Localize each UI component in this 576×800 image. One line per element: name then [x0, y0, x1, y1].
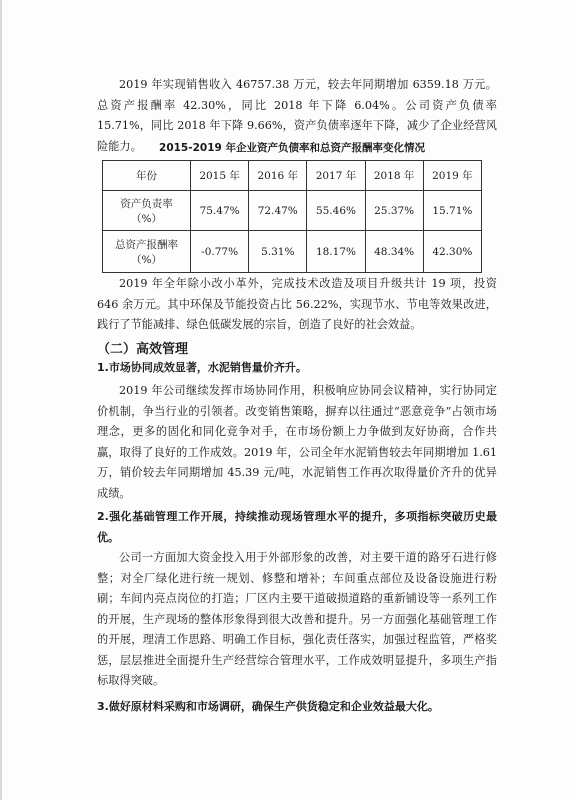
item3-title: 3.做好原材料采购和市场调研，确保生产供货稳定和企业效益最大化。 [97, 700, 439, 713]
row-label-line2: （%） [131, 212, 162, 225]
item1-body: 2019 年公司继续发挥市场协同作用，积极响应协同会议精神，实行协同定价机制，争当行业的引领者。改变销售策略，摒弃以往通过“恶意竞争”占领市场理念，更多的固化和同化竞争对手，在市场份额上力争做到友好协商，合作共赢，取得了良好的工作成效。2019 年，公司全年水泥销售较去年同期增加 1.61 万，销价较去年同期增加 45.39 元/吨，水泥销售工作再次取得量价齐升的优异成绩。 [97, 384, 497, 500]
table-row [103, 191, 482, 231]
section-heading: （二）高效管理 [97, 342, 189, 357]
table-cell: 5.31% [249, 231, 307, 273]
row-label-line1: 总资产报酬率 [115, 238, 178, 251]
table-cell: 25.37% [365, 191, 423, 231]
item2-title: 2.强化基础管理工作开展，持续推动现场管理水平的提升，多项指标突破历史最优。 [97, 510, 497, 544]
row-label-line2: （%） [131, 253, 162, 266]
table-cell: 72.47% [249, 191, 307, 231]
table-cell: 75.47% [191, 191, 249, 231]
table-cell: 55.46% [307, 191, 365, 231]
header-cell: 2015 年 [191, 161, 249, 191]
table-caption: 2015-2019 年企业资产负债率和总资产报酬率变化情况 [159, 142, 425, 154]
header-cell: 2016 年 [249, 161, 307, 191]
header-cell: 2017 年 [307, 161, 365, 191]
item2-body: 公司一方面加大资金投入用于外部形象的改善，对主要干道的路牙石进行修整；对全厂绿化进行统一规划、修整和增补；车间重点部位及设备设施进行粉刷；车间内亮点岗位的打造；厂区内主要干道破损道路的重新铺设等一系列工作的开展，生产现场的整体形象得到很大改善和提升。另一方面强化基础管理工作的开展，理清工作思路、明确工作目标，强化责任落实，加强过程监管，严格奖惩，层层推进全面提升生产经营综合管理水平，工作成效明显提升，多项生产指标取得突破。 [97, 551, 497, 687]
header-cell: 2019 年 [423, 161, 481, 191]
item1-title: 1.市场协同成效显著，水泥销售量价齐升。 [97, 361, 307, 374]
row-label [103, 191, 191, 231]
paragraph-sales-summary: 2019 年实现销售收入 46757.38 万元，较去年同期增加 6359.18 万元。总资产报酬率 42.30%，同比 2018 年下降 6.04%。公司资产负债率 15.71%，同比 2018 年下降 9.66%，资产负债率逐年下降，减少了企业经营风险能力。 [97, 78, 497, 153]
row-label-line1: 资产负责率 [120, 197, 173, 210]
table-row [103, 231, 482, 273]
table-cell: 18.17% [307, 231, 365, 273]
header-cell: 年份 [103, 161, 191, 191]
table-cell: -0.77% [191, 231, 249, 273]
row-label [103, 231, 191, 273]
table-cell: 48.34% [365, 231, 423, 273]
table-header-row [103, 161, 482, 191]
ratio-table [102, 160, 482, 273]
table-cell: 15.71% [423, 191, 481, 231]
paragraph-tech-upgrade: 2019 年全年除小改小革外，完成技术改造及项目升级共计 19 项，投资 646 余万元。其中环保及节能投资占比 56.22%，实现节水、节电等效果改进，践行了节能减排、绿色低碳发展的宗旨，创造了良好的社会效益。 [97, 277, 497, 331]
table-cell: 42.30% [423, 231, 481, 273]
header-cell: 2018 年 [365, 161, 423, 191]
